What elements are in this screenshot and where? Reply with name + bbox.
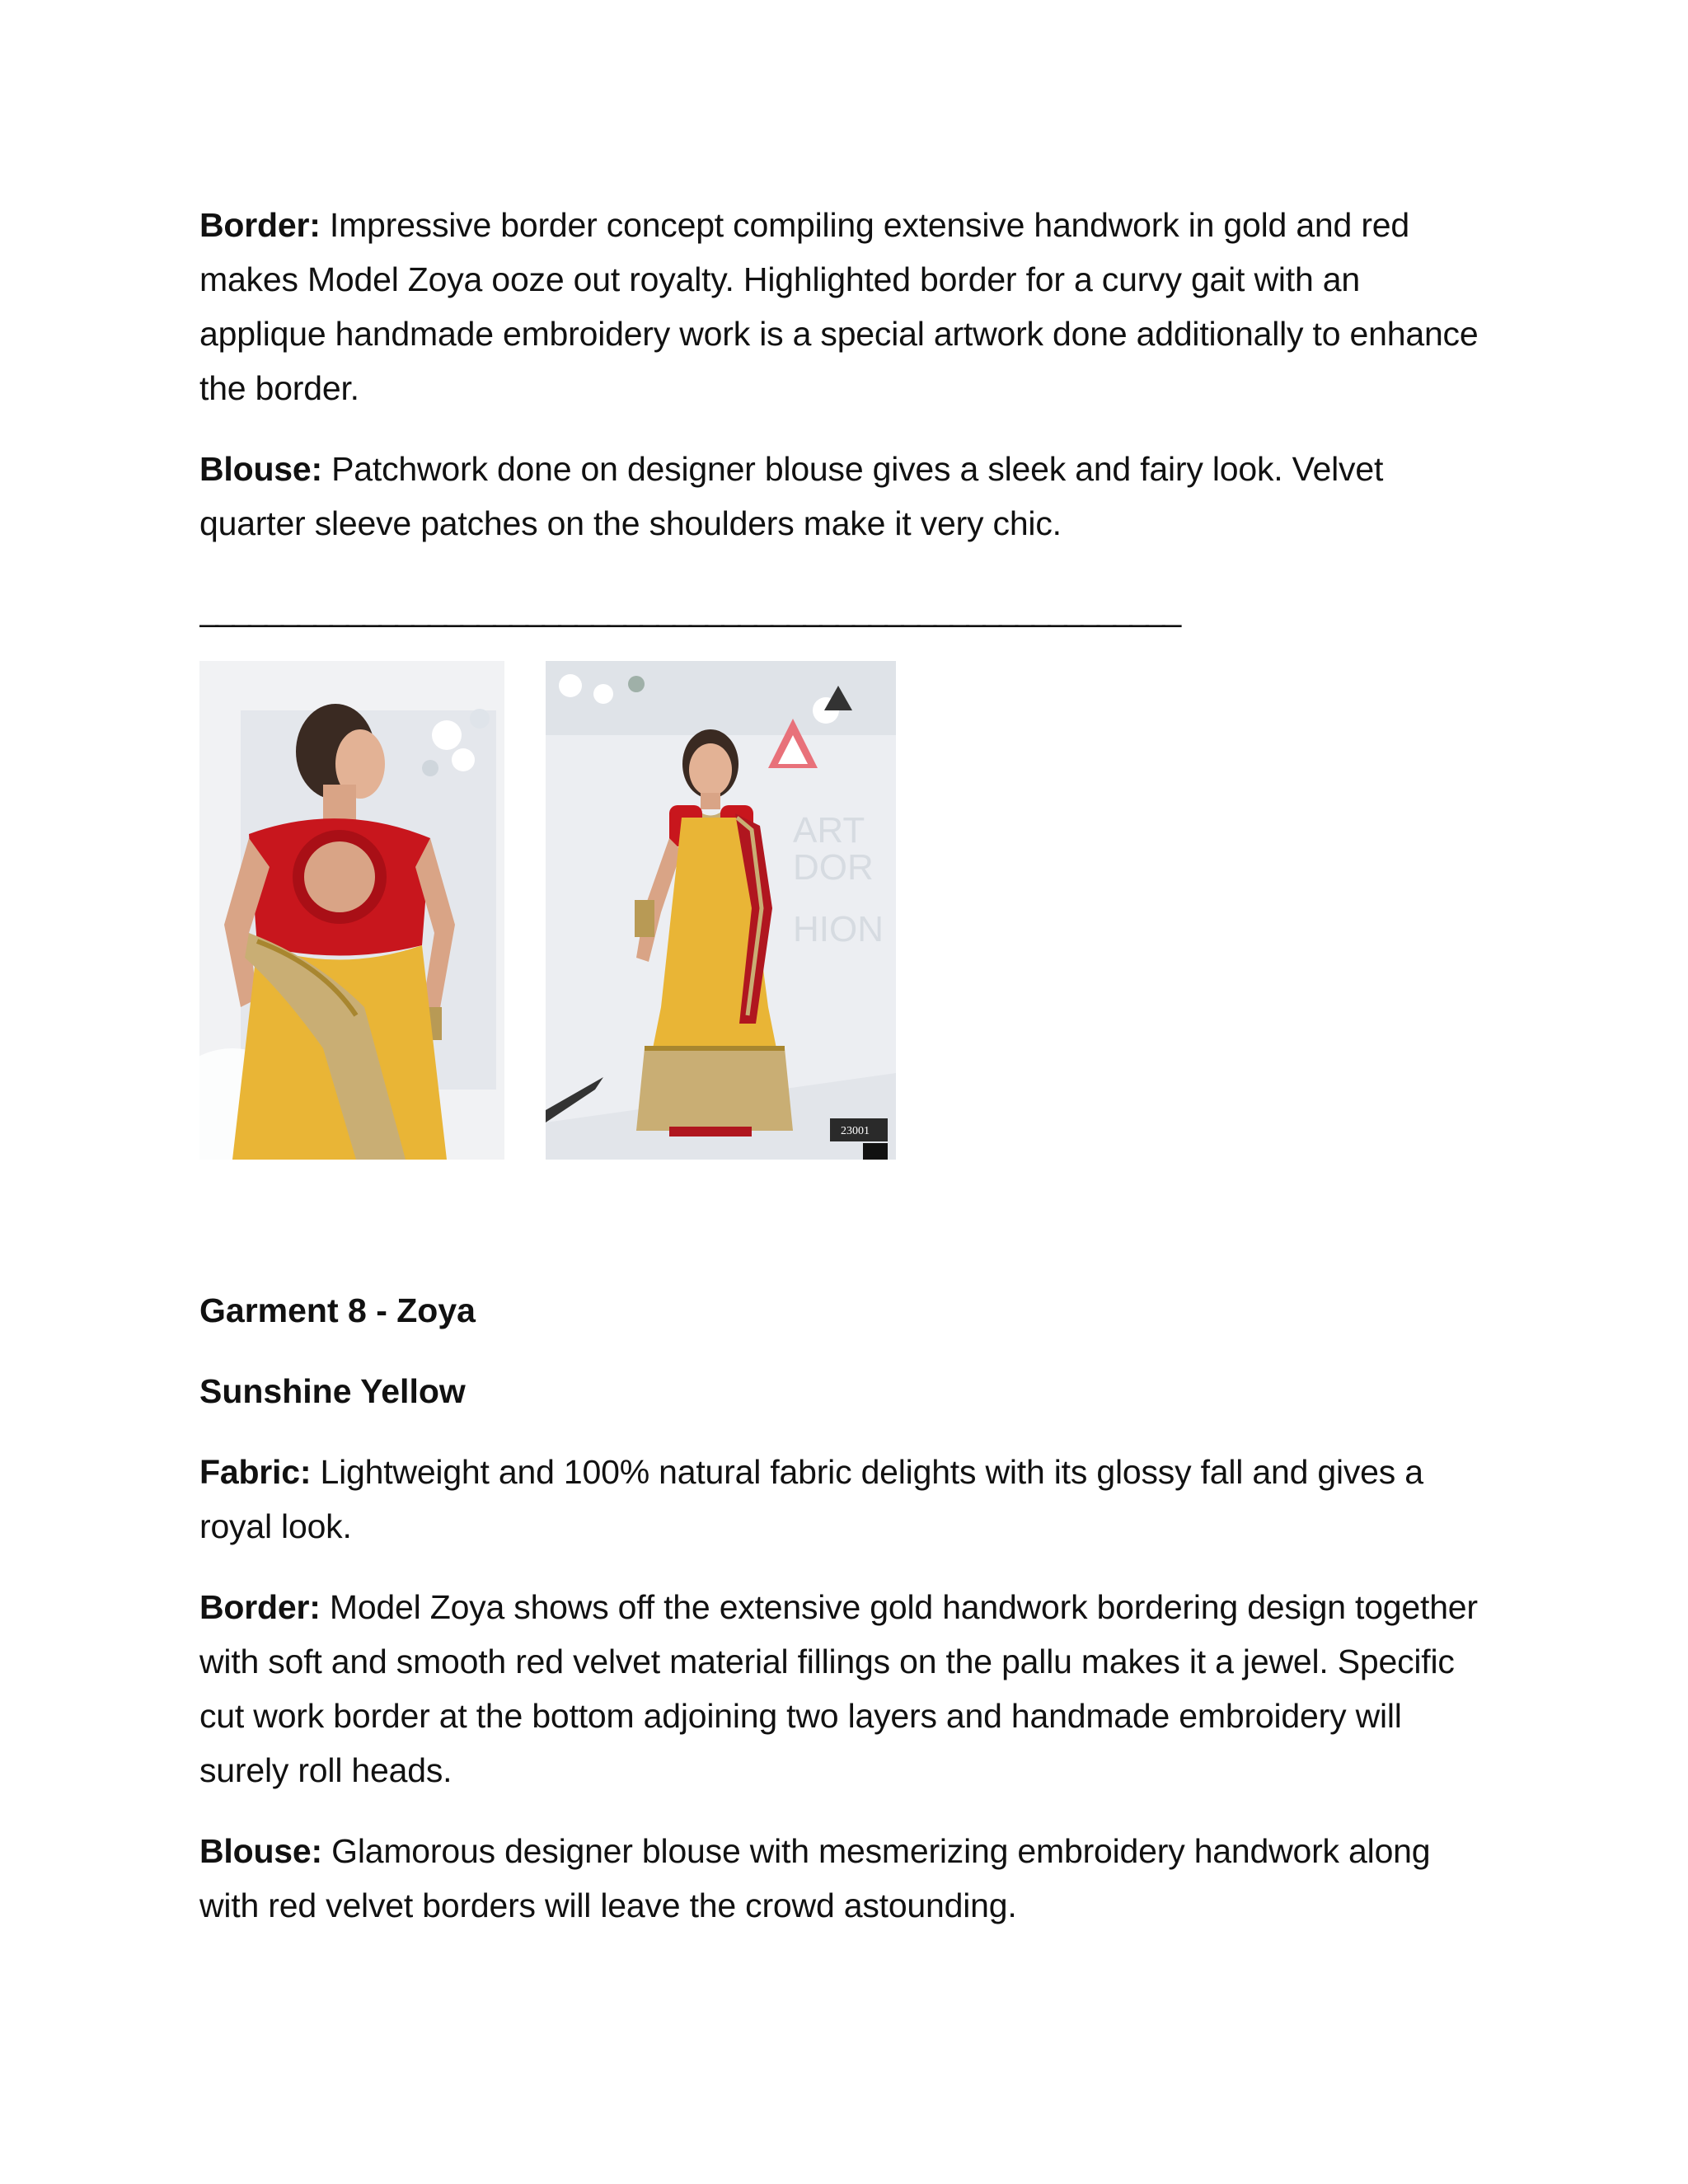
photo-front-view: [546, 661, 896, 1160]
document-page: [199, 198, 1493, 1959]
blouse-text: Glamorous designer blouse with mesmerizing embroidery handwork along with red velvet borders will leave the crowd astounding.: [199, 1832, 1431, 1924]
garment-color-name: Sunshine Yellow: [199, 1372, 466, 1410]
border-text-top: Impressive border concept compiling extensive handwork in gold and red makes Model Zoya ooze out royalty. Highlighted border for a curvy gait with an applique handmade embroidery work is a special artwork done additionally to enhance the border.: [199, 206, 1479, 407]
fabric-paragraph: [199, 1445, 1493, 1554]
front-view-illustration: [546, 661, 896, 1160]
separator-line: ____________________________________________________________: [199, 590, 1179, 628]
blouse-label-top: Blouse:: [199, 450, 322, 488]
blouse-text-top: Patchwork done on designer blouse gives a sleek and fairy look. Velvet quarter sleeve patches on the shoulders make it very chic.: [199, 450, 1384, 542]
svg-text:ART: ART: [793, 810, 865, 851]
border-text: Model Zoya shows off the extensive gold handwork bordering design together with soft and smooth red velvet material fillings on the pallu makes it a jewel. Specific cut work border at the bottom adjoining two layers and handmade embroidery will surely roll heads.: [199, 1588, 1478, 1789]
border-paragraph: [199, 1580, 1493, 1797]
photo-back-view: [199, 661, 504, 1160]
blouse-paragraph: [199, 1824, 1493, 1933]
svg-text:HION: HION: [793, 909, 884, 949]
product-photos: [199, 661, 908, 1160]
blouse-paragraph-top: [199, 442, 1493, 551]
back-view-illustration: [199, 661, 504, 1160]
border-label: Border:: [199, 1588, 321, 1626]
border-label-top: Border:: [199, 206, 321, 244]
fabric-text: Lightweight and 100% natural fabric delights with its glossy fall and gives a royal look.: [199, 1453, 1423, 1545]
svg-text:DOR: DOR: [793, 847, 874, 888]
garment-title: Garment 8 - Zoya: [199, 1291, 476, 1329]
border-paragraph-top: [199, 198, 1493, 415]
fabric-label: Fabric:: [199, 1453, 312, 1491]
product-code: 23001: [841, 1125, 870, 1137]
blouse-label: Blouse:: [199, 1832, 322, 1870]
